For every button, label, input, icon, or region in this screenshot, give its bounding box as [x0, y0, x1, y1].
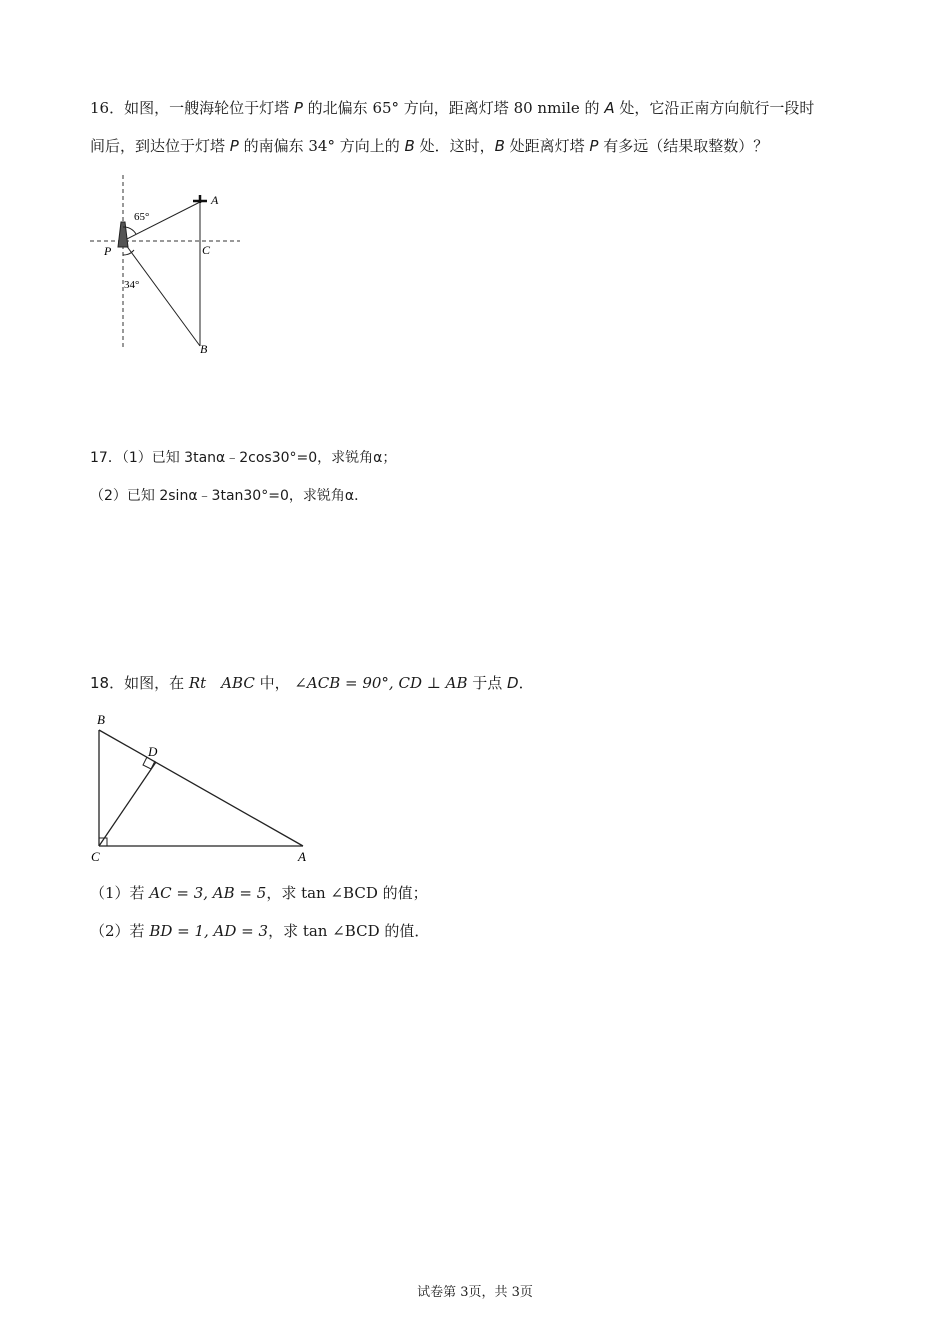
- q16-text: 间后，到达位于灯塔: [90, 137, 230, 155]
- point-label-b: B: [404, 137, 415, 155]
- point-label-p: P: [229, 137, 239, 155]
- point-label-p: P: [589, 137, 599, 155]
- q16-figure: [80, 170, 260, 360]
- q17-part-1: 17．（1）已知 3tanα﹣2cos30°=0，求锐角α；: [90, 450, 397, 466]
- q16-text: 16．如图，一艘海轮位于灯塔: [90, 99, 294, 117]
- q17-part-2: （2）已知 2sinα﹣3tan30°=0，求锐角α．: [90, 488, 369, 504]
- q16-line-1: [90, 97, 814, 119]
- label-d: D: [148, 744, 158, 759]
- page-footer: 试卷第 3页，共 3页: [417, 1285, 533, 1300]
- label-a: A: [298, 849, 306, 864]
- q18-text: ．: [518, 674, 534, 692]
- q16-text: 处．这时，: [414, 137, 495, 155]
- point-label-p: P: [293, 99, 303, 117]
- q18-text: 于点: [467, 674, 508, 692]
- triangle-name: Rt ABC: [188, 674, 255, 692]
- q18-text: （2）若: [90, 922, 150, 940]
- point-label-b: B: [494, 137, 505, 155]
- q18-part-1: [90, 882, 428, 904]
- angle-65-label: 65°: [134, 211, 150, 223]
- q16-text: 处距离灯塔: [504, 137, 590, 155]
- angle-34-label: 34°: [124, 279, 140, 291]
- label-b: B: [200, 342, 208, 356]
- q16-line-2: [90, 135, 768, 157]
- ship-icon: [193, 195, 207, 203]
- q18-text: （1）若: [90, 884, 150, 902]
- segment-ba: [99, 730, 303, 846]
- label-p: P: [104, 244, 112, 258]
- q16-text: 的北偏东 65° 方向，距离灯塔 80 nmile 的: [302, 99, 605, 117]
- segment-pb: [123, 241, 200, 346]
- label-c: C: [91, 849, 100, 864]
- q16-text: 有多远（结果取整数）？: [598, 137, 769, 155]
- point-label-d: D: [507, 674, 519, 692]
- segment-cd: [99, 762, 156, 846]
- q18-text: 18．如图，在: [90, 674, 189, 692]
- condition-text: AC = 3, AB = 5: [149, 884, 267, 902]
- q18-figure: [85, 705, 325, 865]
- q18-stem: [90, 672, 534, 694]
- condition-text: ∠ACB = 90°, CD ⊥ AB: [294, 674, 468, 692]
- point-label-a: A: [604, 99, 615, 117]
- q16-text: 处，它沿正南方向航行一段时: [614, 99, 815, 117]
- q18-text: ，求 tan ∠BCD 的值．: [268, 922, 430, 940]
- q18-text: ，求 tan ∠BCD 的值；: [266, 884, 428, 902]
- q16-text: 的南偏东 34° 方向上的: [238, 137, 405, 155]
- label-a: A: [211, 193, 219, 207]
- label-c: C: [202, 243, 211, 257]
- q18-part-2: [90, 920, 429, 942]
- condition-text: BD = 1, AD = 3: [149, 922, 269, 940]
- label-b: B: [97, 712, 105, 727]
- q18-text: 中，: [254, 674, 295, 692]
- lighthouse-icon: [118, 222, 128, 247]
